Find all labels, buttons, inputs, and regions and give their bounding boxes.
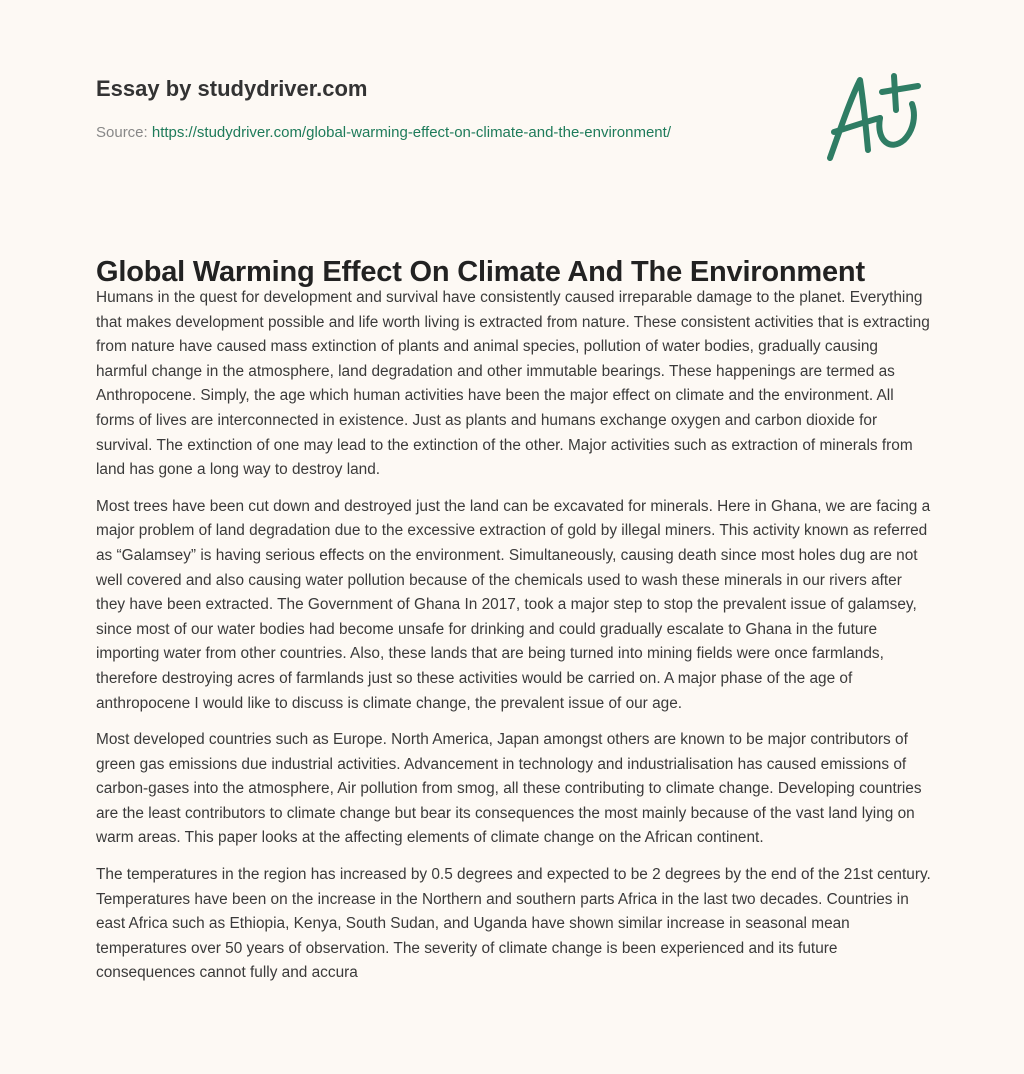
paragraph: Most trees have been cut down and destroyed just the land can be excavated for minerals. Here in Ghana, we are facing a major problem of land degradation due to the excessive extraction of gold by illegal miners. This activity known as referred as “Galamsey” is having serious effects on the environment. Simultaneously, causing death since most holes dug are not well covered and also causing water pollution because of the chemicals used to wash these minerals in our rivers after they have been extracted. The Government of Ghana In 2017, took a major step to stop the prevalent issue of galamsey, since most of our water bodies had become unsafe for drinking and could gradually escalate to Ghana in the future importing water from other countries. Also, these lands that are being turned into mining fields were once farmlands, therefore destroying acres of farmlands just so these activities would be carried on. A major phase of the age of anthropocene I would like to discuss is climate change, the prevalent issue of our age. xyxy=(96,497,931,712)
a-plus-logo xyxy=(818,70,928,170)
source-link[interactable]: https://studydriver.com/global-warming-effect-on-climate-and-the-environment/ xyxy=(151,124,671,141)
paragraph: Most developed countries such as Europe. North America, Japan amongst others are known to be major contributors of green gas emissions due industrial activities. Advancement in technology and industrialisation has caused emissions of carbon-gases into the atmosphere, Air pollution from smog, all these contributing to climate change. Developing countries are the least contributors to climate change but bear its consequences the most mainly because of the vast land lying on warm areas. This paper looks at the affecting elements of climate change on the African continent. xyxy=(96,731,922,847)
essay-title: Global Warming Effect On Climate And The Environment xyxy=(96,256,865,288)
site-brand: Essay by studydriver.com xyxy=(96,76,368,101)
source-label: Source: xyxy=(96,124,148,141)
essay-body xyxy=(96,286,932,998)
paragraph: The temperatures in the region has increased by 0.5 degrees and expected to be 2 degrees by the end of the 21st century. Temperatures have been on the increase in the Northern and southern parts Africa in the last two decades. Countries in east Africa such as Ethiopia, Kenya, South Sudan, and Uganda have shown similar increase in seasonal mean temperatures over 50 years of observation. The severity of climate change is been experienced and its future consequences cannot fully and accura xyxy=(96,866,931,982)
source-line xyxy=(96,124,671,141)
paragraph: Humans in the quest for development and survival have consistently caused irreparable damage to the planet. Everything that makes development possible and life worth living is extracted from nature. These consistent activities that is extracting from nature have caused mass extinction of plants and animal species, pollution of water bodies, gradually causing harmful change in the atmosphere, land degradation and other immutable bearings. These happenings are termed as Anthropocene. Simply, the age which human activities have been the major effect on climate and the environment. All forms of lives are interconnected in existence. Just as plants and humans exchange oxygen and carbon dioxide for survival. The extinction of one may lead to the extinction of the other. Major activities such as extraction of minerals from land has gone a long way to destroy land. xyxy=(96,289,930,479)
